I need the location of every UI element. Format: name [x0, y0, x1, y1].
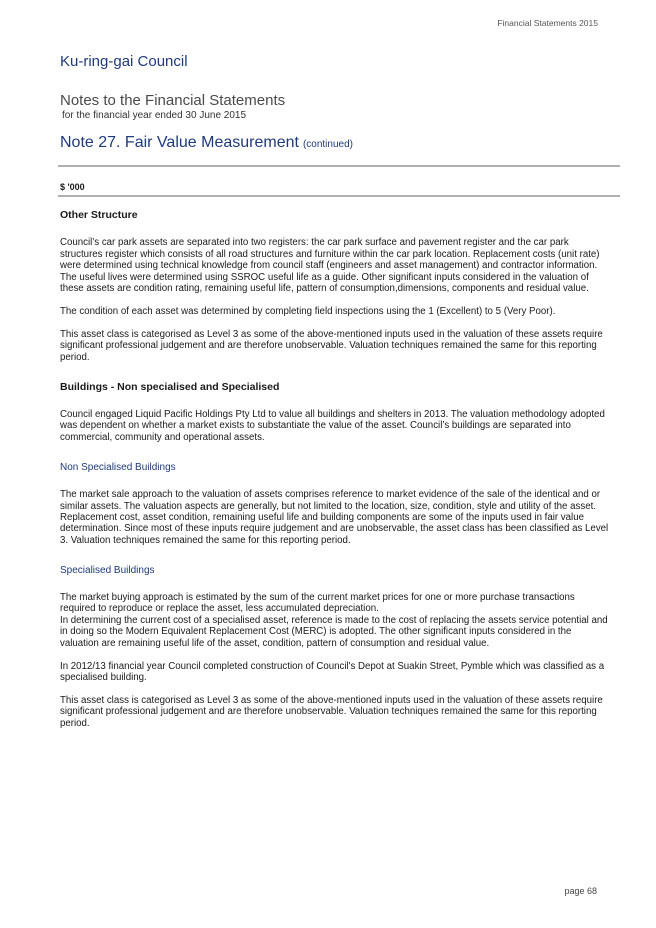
paragraph: Council’s car park assets are separated into two registers: the car park surface and pavement register and the car park structures register which consists of all road structures and furniture within the car park location. Replacement costs (unit rate) were determined using technical knowledge from council staff (engineers and asset management) and contractor information. The useful lives were determined using SSROC useful life as a guide. Other significant inputs considered in the valuation of these assets are condition rating, remaining useful life, pattern of consumption,dimensions, components and residual value. — [60, 237, 600, 295]
section-heading-other-structure: Other Structure — [60, 209, 138, 221]
council-name: Ku-ring-gai Council — [60, 53, 188, 70]
subsection-heading-non-specialised: Non Specialised Buildings — [60, 461, 176, 473]
paragraph: In determining the current cost of a specialised asset, reference is made to the cost of replacing the assets service potential and in doing so the Modern Equivalent Replacement Cost (MERC) is adopted. The other significant inputs considered in the valuation are remaining useful life of the asset, condition, pattern of consumption and residual value. — [60, 614, 608, 649]
notes-title: Notes to the Financial Statements — [60, 92, 286, 109]
section-heading-buildings: Buildings - Non specialised and Specialised — [60, 380, 280, 393]
currency-divider — [58, 195, 620, 197]
page-number: page 68 — [564, 886, 597, 896]
paragraph: Council engaged Liquid Pacific Holdings Pty Ltd to value all buildings and shelters in 2013. The valuation methodology adopted was dependent on whether a market exists to substantiate the value of the asset. Council’s buildings are separated into commercial, community and operational assets. — [60, 408, 605, 443]
notes-subtitle: for the financial year ended 30 June 2015 — [62, 110, 247, 121]
paragraph: The market sale approach to the valuation of assets comprises reference to market evidence of the sale of the identical and or similar assets. The valuation aspects are generally, but not limited to the location, size, condition, style and utility of the asset. Replacement cost, asset condition, remaining useful life and building components are some of the inputs used in fair value determination. Since most of these inputs require judgement and are unobservable, the asset class has been classified as Level 3. Valuation techniques remained the same for this reporting period. — [60, 489, 609, 546]
paragraph: The market buying approach is estimated by the sum of the current market prices for one or more purchase transactions required to reproduce or replace the asset, less accumulated depreciation. — [60, 592, 575, 615]
currency-label: $ '000 — [60, 182, 85, 192]
subsection-heading-specialised: Specialised Buildings — [60, 564, 155, 576]
note-continued: (continued) — [302, 139, 353, 150]
paragraph: In 2012/13 financial year Council completed construction of Council's Depot at Suakin Street, Pymble which was classified as a specialised building. — [60, 660, 605, 683]
note-title: Note 27. Fair Value Measurement — [60, 134, 299, 151]
top-divider — [58, 165, 620, 167]
paragraph: This asset class is categorised as Level 3 as some of the above-mentioned inputs used in the valuation of these assets require significant professional judgement and are therefore unobservable. Valuation techniques remained the same for this reporting period. — [60, 694, 603, 729]
paragraph: This asset class is categorised as Level 3 as some of the above-mentioned inputs used in the valuation of these assets require significant professional judgement and are therefore unobservable. Valuation techniques remained the same for this reporting period. — [60, 328, 603, 363]
note-content — [60, 210, 612, 741]
note-heading — [60, 134, 353, 152]
paragraph: The condition of each asset was determined by completing field inspections using the 1 (Excellent) to 5 (Very Poor). — [60, 305, 556, 317]
header-report-title: Financial Statements 2015 — [497, 18, 598, 28]
